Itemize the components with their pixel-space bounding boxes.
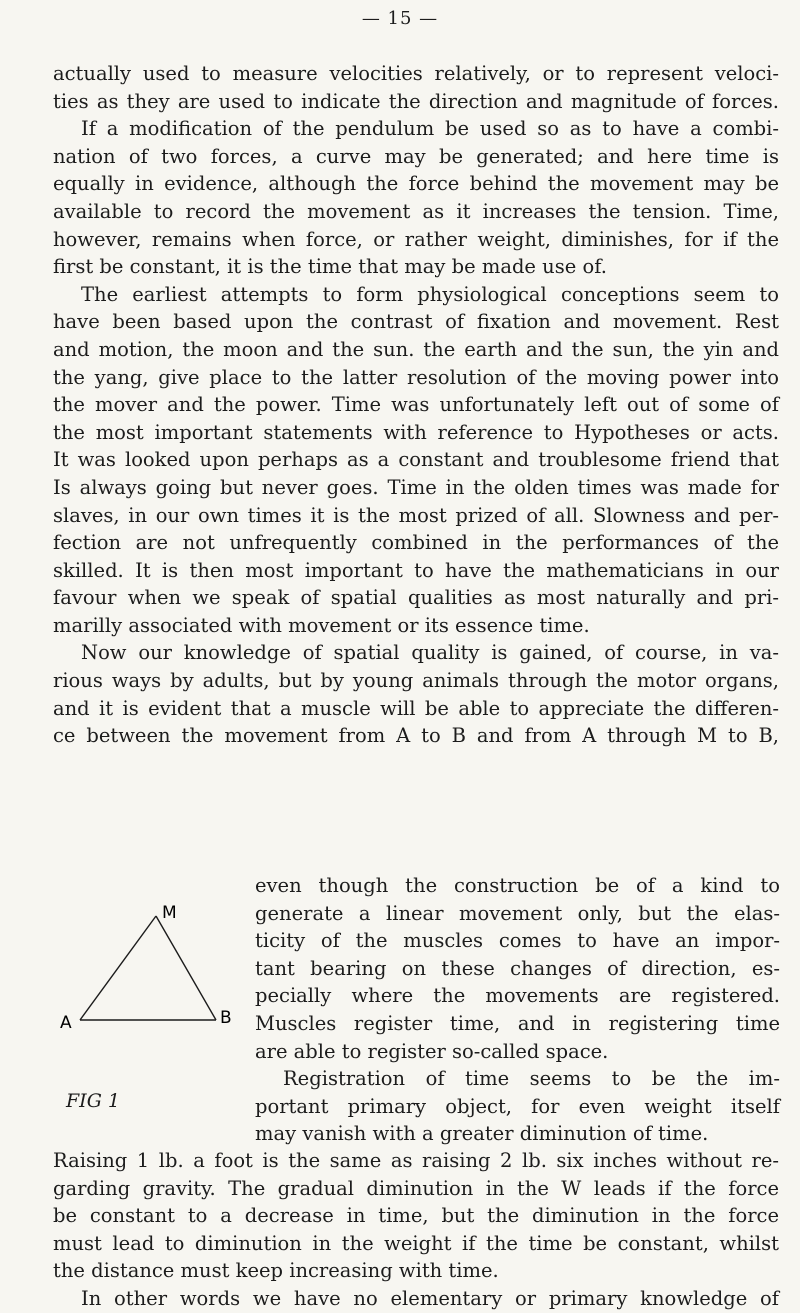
body-text-wrapped [255, 872, 780, 1148]
text-line: actually used to measure velocities relatively, or to represent veloci- [53, 62, 779, 85]
text-line: ticity of the muscles comes to have an impor- [255, 929, 780, 953]
body-text-top [53, 60, 779, 750]
text-line: Muscles register time, and in registering time [255, 1011, 780, 1035]
text-line: available to record the movement as it increases the tension. Time, [53, 199, 779, 223]
text-line: It was looked upon perhaps as a constant and troublesome friend that [53, 448, 779, 472]
text-line: slaves, in our own times it is the most prized of all. Slowness and per- [53, 503, 779, 527]
text-line: Is always going but never goes. Time in the olden times was made for [53, 475, 779, 499]
text-line: tant bearing on these changes of direction, es- [255, 956, 780, 980]
text-line: and motion, the moon and the sun. the earth and the sun, the yin and [53, 337, 779, 361]
text-line: even though the construction be of a kind to [255, 874, 780, 897]
text-line: fection are not unfrequently combined in the performances of the [53, 531, 779, 555]
figure-caption: FIG 1 [66, 1090, 120, 1112]
text-line: may vanish with a greater diminution of time. [255, 1122, 709, 1146]
body-text-bottom [53, 1147, 779, 1313]
text-line: the mover and the power. Time was unfortunately left out of some of [53, 393, 779, 417]
page-number: — 15 — [361, 8, 439, 29]
text-line: must lead to diminution in the weight if the time be constant, whilst [53, 1231, 779, 1255]
text-line: first be constant, it is the time that may be made use of. [53, 255, 607, 279]
text-line: Now our knowledge of spatial quality is gained, of course, in va- [81, 641, 779, 665]
text-line: Registration of time seems to be the im- [283, 1067, 780, 1091]
text-line: and it is evident that a muscle will be able to appreciate the differen- [53, 696, 779, 720]
line-m-b [156, 916, 216, 1020]
text-line: the most important statements with reference to Hypotheses or acts. [53, 420, 779, 444]
text-line: portant primary object, for even weight itself [255, 1094, 780, 1118]
text-line: garding gravity. The gradual diminution in the W leads if the force [53, 1176, 779, 1200]
text-line: marilly associated with movement or its essence time. [53, 613, 590, 637]
text-line: the yang, give place to the latter resolution of the moving power into [53, 365, 779, 389]
text-line: If a modification of the pendulum be used so as to have a combi- [81, 117, 779, 141]
point-m-label: M [162, 903, 177, 923]
text-line: ce between the movement from A to B and from A through M to B, [53, 724, 779, 748]
point-b-label: B [220, 1008, 232, 1028]
text-line: the distance must keep increasing with time. [53, 1259, 499, 1283]
text-line: In other words we have no elementary or primary knowledge of [81, 1286, 779, 1310]
text-line: nation of two forces, a curve may be generated; and here time is [53, 144, 779, 168]
text-line: rious ways by adults, but by young animals through the motor organs, [53, 669, 779, 693]
text-line: The earliest attempts to form physiological conceptions seem to [81, 282, 779, 306]
text-line: equally in evidence, although the force behind the movement may be [53, 172, 779, 196]
line-a-m [80, 916, 156, 1020]
text-line: are able to register so-called space. [255, 1039, 609, 1063]
text-line: generate a linear movement only, but the elas- [255, 901, 780, 925]
text-line: however, remains when force, or rather weight, diminishes, for if the [53, 227, 779, 251]
triangle-diagram [58, 896, 248, 1076]
text-line: ties as they are used to indicate the direction and magnitude of forces. [53, 89, 779, 113]
text-line: have been based upon the contrast of fixation and movement. Rest [53, 310, 779, 334]
text-line: be constant to a decrease in time, but the diminution in the force [53, 1204, 779, 1228]
text-line: skilled. It is then most important to have the mathematicians in our [53, 558, 779, 582]
text-line: favour when we speak of spatial qualities as most naturally and pri- [53, 586, 779, 610]
point-a-label: A [60, 1013, 72, 1033]
figure-triangle [58, 896, 248, 1076]
text-line: Raising 1 lb. a foot is the same as raising 2 lb. six inches without re- [53, 1149, 779, 1172]
text-line: pecially where the movements are registered. [255, 984, 780, 1008]
